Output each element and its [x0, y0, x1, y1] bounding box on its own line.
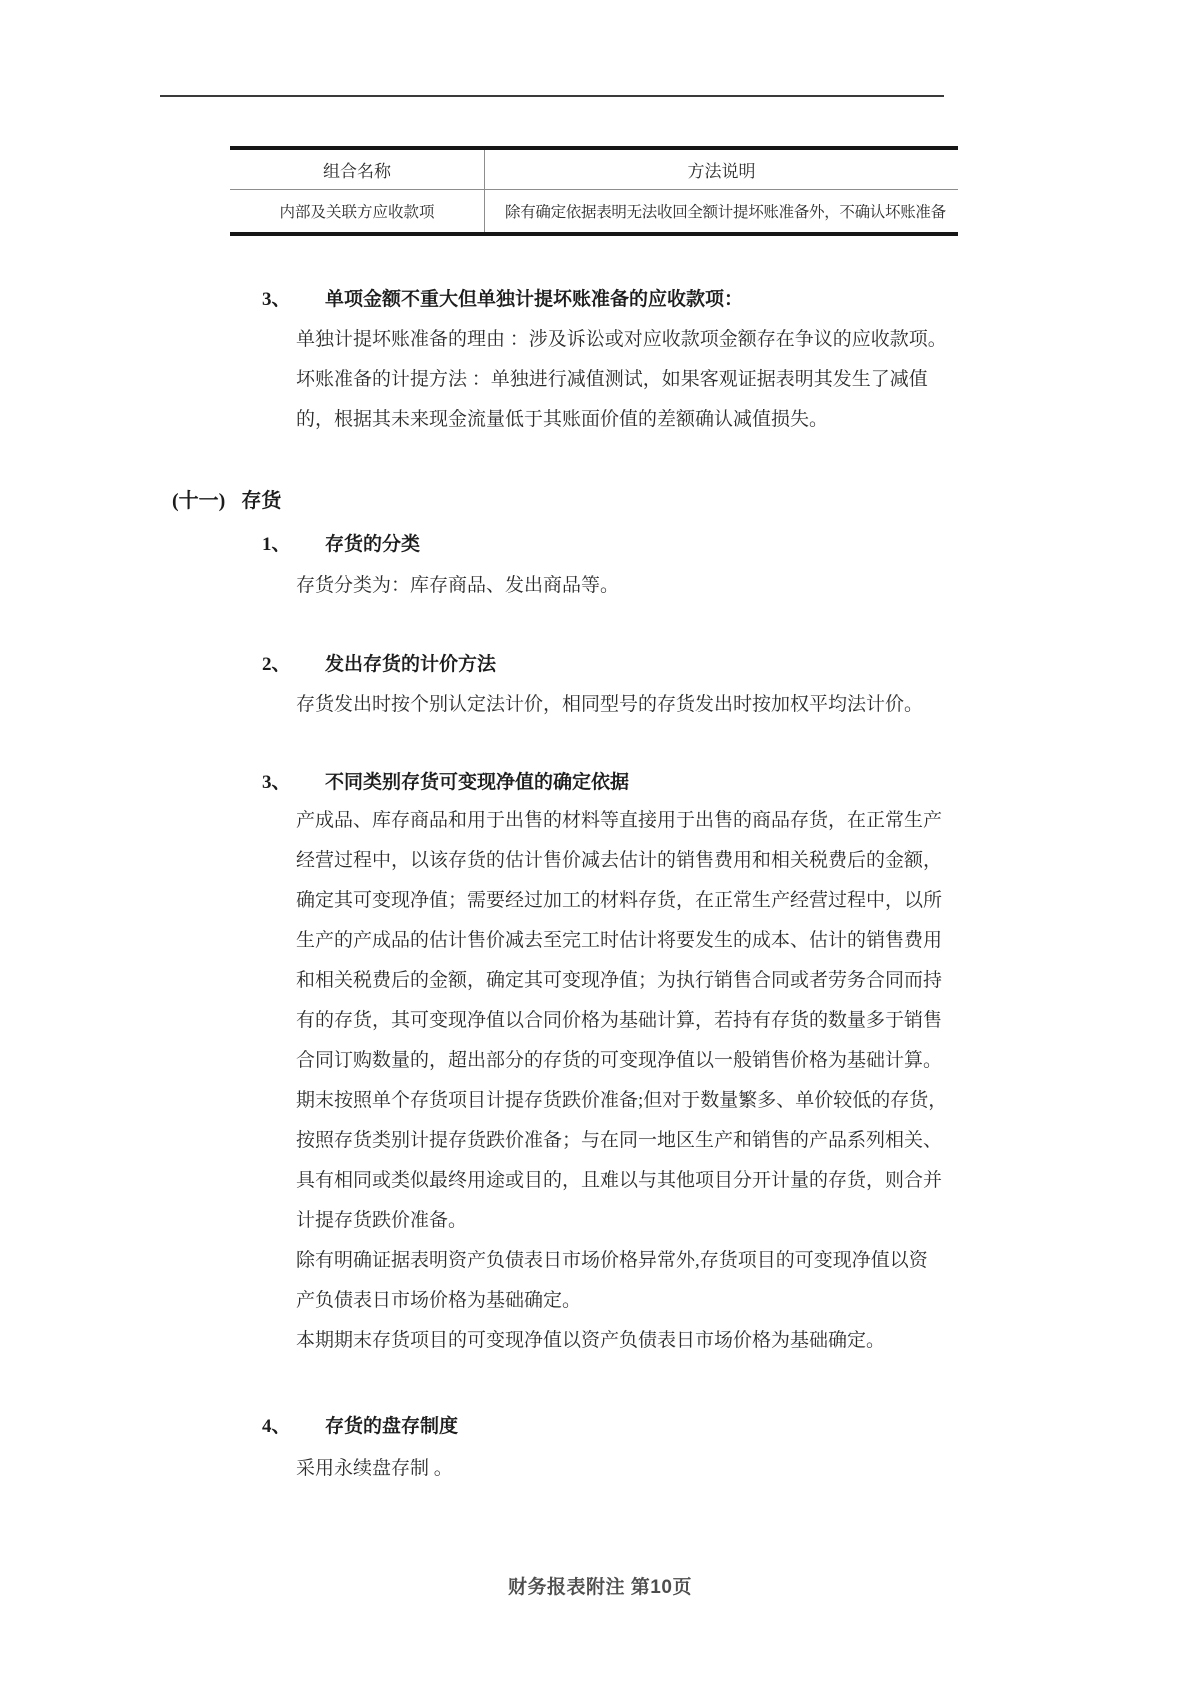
- text-line: 产成品、库存商品和用于出售的材料等直接用于出售的商品存货，在正常生产: [296, 809, 943, 831]
- text-line: 有的存货，其可变现净值以合同价格为基础计算，若持有存货的数量多于销售: [296, 1009, 943, 1031]
- heading-inventory-classification: [262, 522, 420, 562]
- header-rule: [160, 95, 944, 97]
- text-line: 本期期末存货项目的可变现净值以资产负债表日市场价格为基础确定。: [296, 1329, 886, 1351]
- table-header-group-name: 组合名称: [230, 148, 485, 190]
- heading-net-realizable-value: [262, 760, 629, 800]
- net-realizable-value-paragraph: [296, 798, 976, 1358]
- text-line: 生产的产成品的估计售价减去至完工时估计将要发生的成本、估计的销售费用: [296, 929, 943, 951]
- heading-title: 存货的盘存制度: [325, 1415, 459, 1437]
- heading-title: 单项金额不重大但单独计提坏账准备的应收款项：: [325, 288, 744, 310]
- text-line: 期末按照单个存货项目计提存货跌价准备;但对于数量繁多、单价较低的存货，: [296, 1089, 948, 1111]
- text-line: 的，根据其未来现金流量低于其账面价值的差额确认减值损失。: [296, 408, 829, 430]
- table-row: [230, 190, 958, 235]
- heading-number: 4、: [262, 1415, 291, 1437]
- bad-debt-policy-table: [230, 146, 958, 236]
- heading-title: 存货的分类: [325, 533, 421, 555]
- page-footer: 财务报表附注 第10页: [508, 1577, 692, 1598]
- table-header-method: 方法说明: [485, 148, 959, 190]
- heading-number: 3、: [262, 771, 291, 793]
- text-line: 按照存货类别计提存货跌价准备；与在同一地区生产和销售的产品系列相关、: [296, 1129, 943, 1151]
- text-line: 采用永续盘存制 。: [296, 1457, 453, 1479]
- heading-title: 发出存货的计价方法: [325, 653, 497, 675]
- table-header-row: [230, 148, 958, 190]
- section-title: 存货: [241, 489, 282, 512]
- text-line: 经营过程中，以该存货的估计售价减去估计的销售费用和相关税费后的金额，: [296, 849, 943, 871]
- text-line: 存货分类为：库存商品、发出商品等。: [296, 574, 620, 596]
- receivables-item3-paragraph: [296, 317, 976, 437]
- heading-receivables-item3: [262, 277, 743, 317]
- text-line: 和相关税费后的金额，确定其可变现净值；为执行销售合同或者劳务合同而持: [296, 969, 943, 991]
- text-line: 产负债表日市场价格为基础确定。: [296, 1289, 582, 1311]
- inventory-classification-paragraph: [296, 563, 976, 603]
- inventory-count-system-paragraph: [296, 1446, 976, 1486]
- section-heading-inventory: [172, 478, 281, 518]
- heading-number: 2、: [262, 653, 291, 675]
- text-line: 除有明确证据表明资产负债表日市场价格异常外,存货项目的可变现净值以资: [296, 1249, 928, 1271]
- text-line: 存货发出时按个别认定法计价，相同型号的存货发出时按加权平均法计价。: [296, 693, 924, 715]
- heading-inventory-count-system: [262, 1404, 458, 1444]
- table-cell-method: 除有确定依据表明无法收回全额计提坏账准备外，不确认坏账准备: [505, 204, 946, 221]
- heading-number: 3、: [262, 288, 291, 310]
- table-cell-group-name: 内部及关联方应收款项: [230, 190, 485, 235]
- text-line: 确定其可变现净值；需要经过加工的材料存货，在正常生产经营过程中，以所: [296, 889, 943, 911]
- section-number-label: (十一): [172, 489, 226, 512]
- heading-inventory-valuation-method: [262, 642, 496, 682]
- heading-title: 不同类别存货可变现净值的确定依据: [325, 771, 630, 793]
- text-line: 单独计提坏账准备的理由 ：涉及诉讼或对应收款项金额存在争议的应收款项。: [296, 328, 947, 350]
- inventory-valuation-paragraph: [296, 682, 976, 722]
- text-line: 计提存货跌价准备。: [296, 1209, 468, 1231]
- text-line: 坏账准备的计提方法 ：单独进行减值测试，如果客观证据表明其发生了减值: [296, 368, 928, 390]
- heading-number: 1、: [262, 533, 291, 555]
- text-line: 具有相同或类似最终用途或目的，且难以与其他项目分开计量的存货，则合并: [296, 1169, 943, 1191]
- text-line: 合同订购数量的，超出部分的存货的可变现净值以一般销售价格为基础计算。: [296, 1049, 943, 1071]
